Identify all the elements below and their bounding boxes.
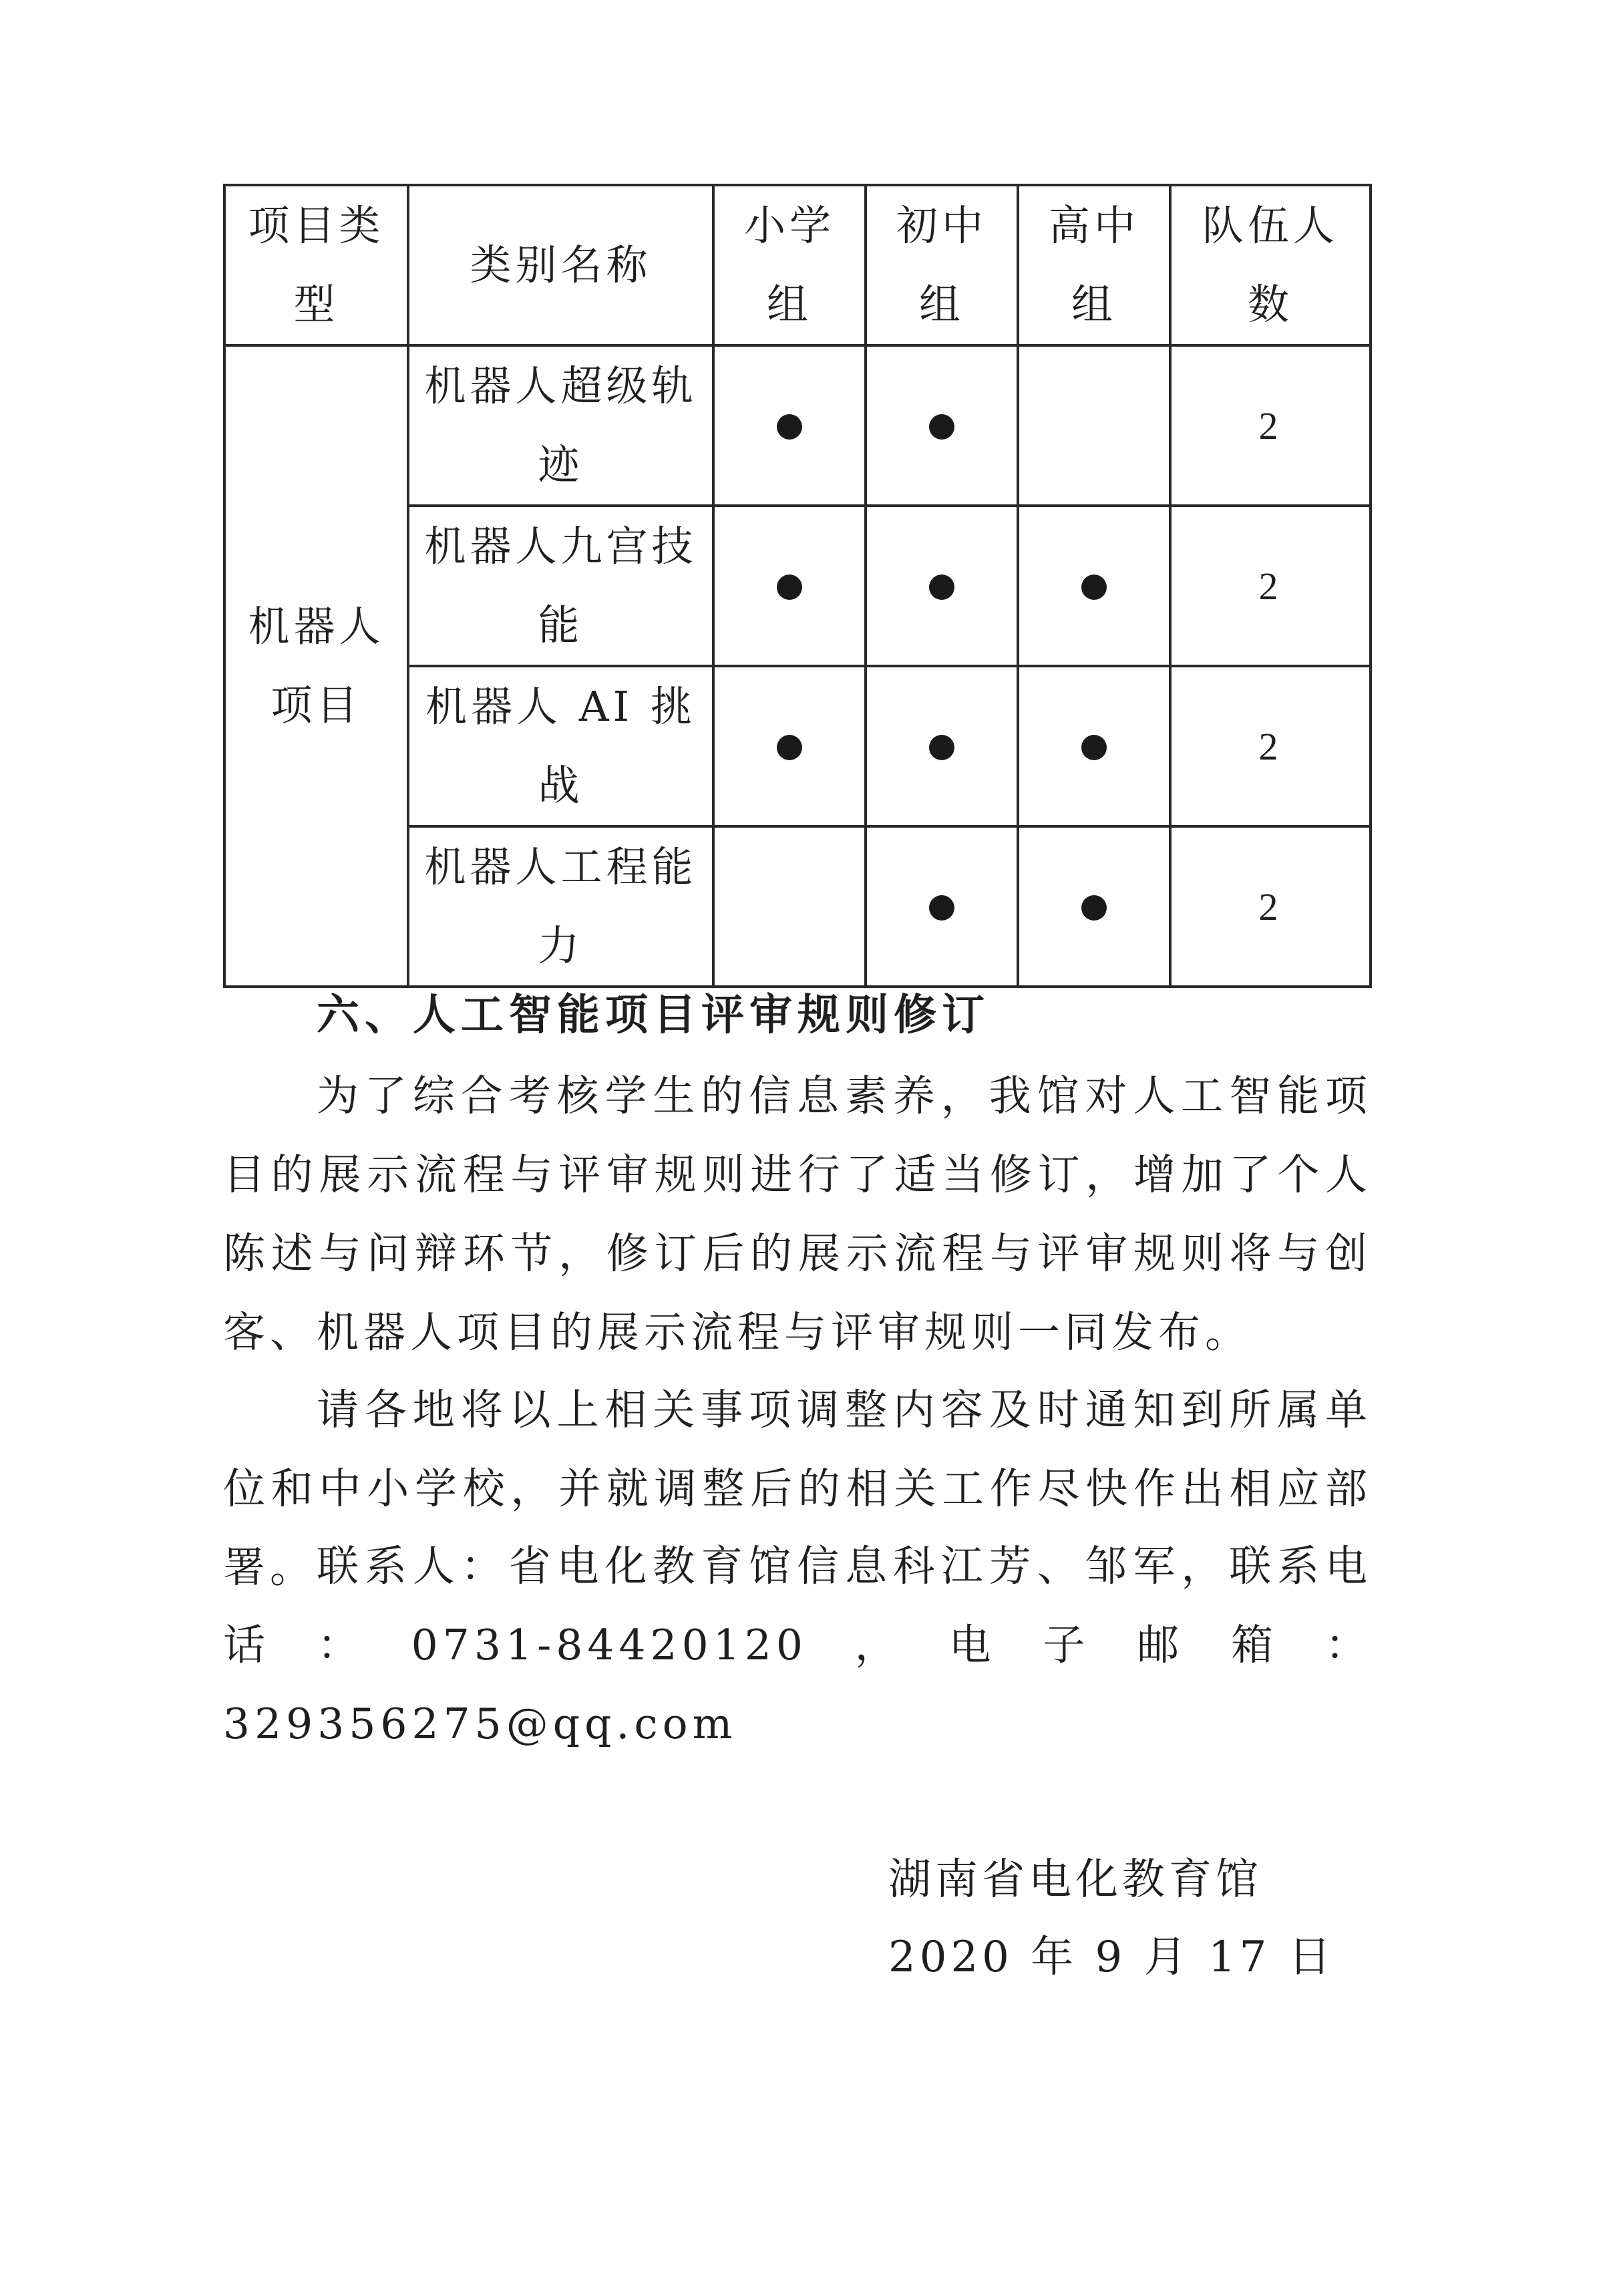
table-row (224, 345, 1371, 506)
bullet-dot-icon (777, 735, 802, 760)
bullet-dot-icon (929, 575, 954, 600)
bullet-dot-icon (929, 414, 954, 440)
category-name: 机器人九宫技 能 (408, 506, 713, 666)
category-name: 机器人工程能 力 (408, 826, 713, 987)
team-size: 2 (1170, 506, 1371, 666)
primary-mark (713, 345, 866, 506)
senior-mark (1018, 345, 1170, 506)
team-size: 2 (1170, 826, 1371, 987)
competition-table (223, 184, 1372, 988)
team-size: 2 (1170, 345, 1371, 506)
senior-mark (1018, 666, 1170, 826)
primary-mark (713, 826, 866, 987)
signature-date: 2020 年 9 月 17 日 (888, 1933, 1335, 1982)
paragraph-revision: 为了综合考核学生的信息素养，我馆对人工智能项目的展示流程与评审规则进行了适当修订，增加了个人陈述与问辩环节，修订后的展示流程与评审规则将与创客、机器人项目的展示流程与评审规则一同发布。 (223, 1072, 1372, 1357)
primary-mark (713, 666, 866, 826)
senior-mark (1018, 826, 1170, 987)
primary-mark (713, 506, 866, 666)
header-team-size: 队伍人 数 (1170, 185, 1371, 345)
junior-mark (866, 506, 1018, 666)
junior-mark (866, 345, 1018, 506)
paragraph-notice: 请各地将以上相关事项调整内容及时通知到所属单位和中小学校，并就调整后的相关工作尽快作出相应部署。 (223, 1385, 1372, 1592)
bullet-dot-icon (1081, 895, 1107, 921)
team-size: 2 (1170, 666, 1371, 826)
bullet-dot-icon (929, 895, 954, 921)
category-name: 机器人 AI 挑 战 (408, 666, 713, 826)
header-senior-group: 高中 组 (1018, 185, 1170, 345)
category-name: 机器人超级轨 迹 (408, 345, 713, 506)
section-heading: 六、人工智能项目评审规则修订 (317, 990, 990, 1040)
junior-mark (866, 826, 1018, 987)
group-label-robot: 机器人 项目 (224, 345, 408, 987)
bullet-dot-icon (777, 414, 802, 440)
bullet-dot-icon (929, 735, 954, 760)
junior-mark (866, 666, 1018, 826)
bullet-dot-icon (777, 575, 802, 600)
header-project-type: 项目类 型 (224, 185, 408, 345)
paragraph-contact: 联系人：省电化教育馆信息科江芳、邹军，联系电话：0731-84420120，电子邮箱：329356275@qq.com (223, 1542, 1372, 1748)
header-junior-group: 初中 组 (866, 185, 1018, 345)
header-primary-group: 小学 组 (713, 185, 866, 345)
bullet-dot-icon (1081, 735, 1107, 760)
signature-org: 湖南省电化教育馆 (888, 1855, 1262, 1905)
header-category-name: 类别名称 (408, 185, 713, 345)
table-header-row (224, 185, 1371, 345)
bullet-dot-icon (1081, 575, 1107, 600)
senior-mark (1018, 506, 1170, 666)
